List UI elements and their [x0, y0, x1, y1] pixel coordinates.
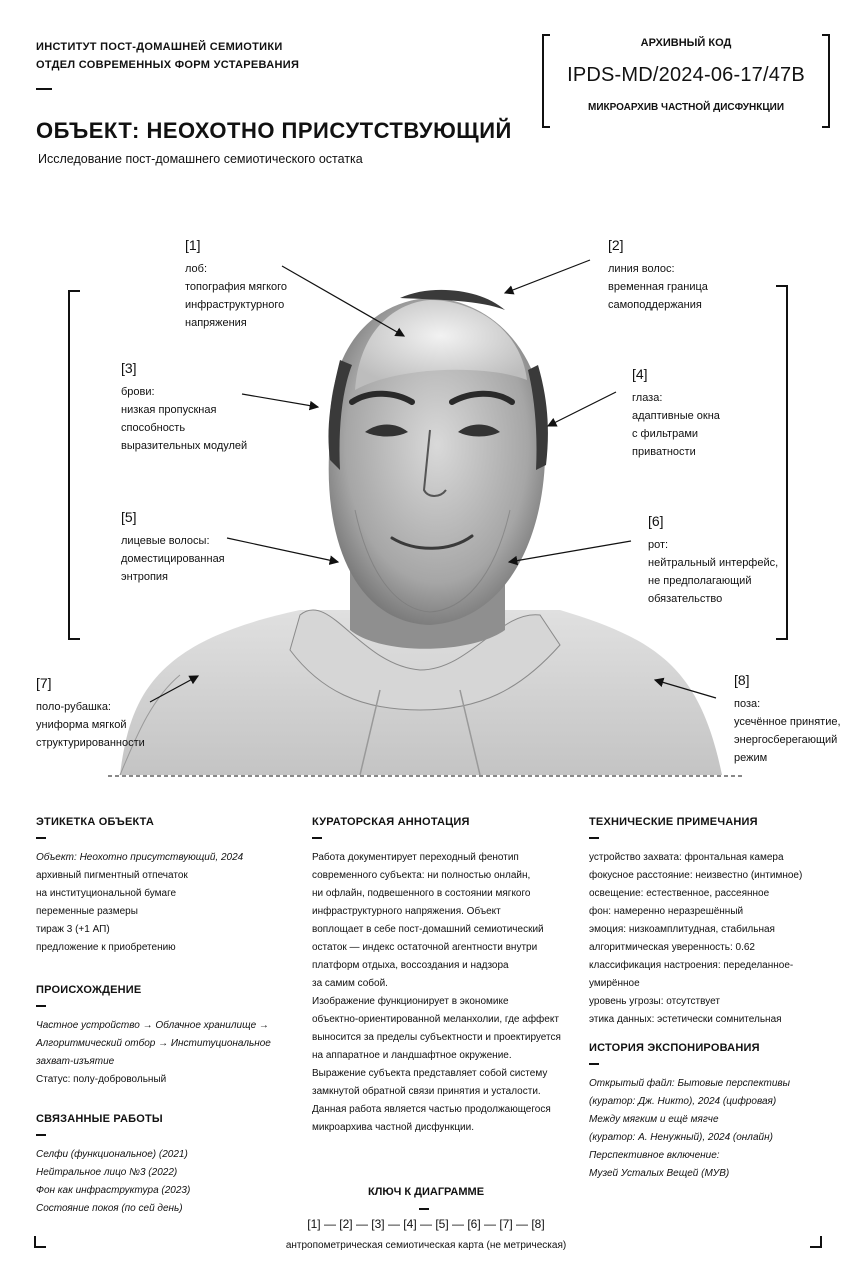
text-line: фокусное расстояние: неизвестно (интимное) — [589, 870, 803, 881]
text-line: алгоритмическая уверенность: 0.62 — [589, 942, 755, 953]
text-line: объектно-ориентированной меланхолии, где аффект — [312, 1014, 559, 1025]
text-line: на аппаратное и ландшафтное окружение. — [312, 1050, 512, 1061]
diagram-key-sequence: [1] — [2] — [3] — [4] — [5] — [6] — [7] — [8] — [307, 1217, 545, 1231]
text-line: инфраструктурного напряжения. Объект — [312, 906, 501, 917]
section-title: ИСТОРИЯ ЭКСПОНИРОВАНИЯ — [589, 1042, 760, 1054]
object-label-section — [36, 816, 286, 957]
department-name: ОТДЕЛ СОВРЕМЕННЫХ ФОРМ УСТАРЕВАНИЯ — [36, 59, 300, 71]
text-line: Работа документирует переходный фенотип — [312, 852, 519, 863]
annotation-line: нейтральный интерфейс, — [648, 557, 779, 569]
annotation-4 — [632, 365, 720, 461]
text-line: Перспективное включение: — [589, 1150, 720, 1161]
text-line: уровень угрозы: отсутствует — [589, 996, 720, 1007]
diagram-key-title: КЛЮЧ К ДИАГРАММЕ — [367, 1186, 485, 1198]
annotation-line: самоподдержания — [608, 299, 702, 311]
annotation-line: усечённое принятие, — [734, 716, 841, 728]
technical-notes-section — [589, 816, 839, 1029]
text-line: Открытый файл: Бытовые перспективы — [589, 1078, 791, 1089]
annotation-number: [3] — [121, 360, 137, 376]
text-line: остаток — индекс остаточной агентности внутри — [312, 942, 538, 953]
text-line: эмоция: низкоамплитудная, стабильная — [589, 924, 775, 935]
text-line: современного субъекта: ни полностью онлайн, — [312, 870, 531, 881]
annotation-line: рот: — [648, 539, 669, 551]
text-line: фон: намеренно неразрешённый — [589, 906, 744, 917]
text-line: Выражение субъекта представляет собой систему — [312, 1068, 548, 1079]
annotation-line: временная граница — [608, 281, 708, 293]
text-line: Частное устройство → Облачное хранилище → — [36, 1020, 269, 1031]
archive-code-label: АРХИВНЫЙ КОД — [640, 37, 732, 49]
corner-mark-right — [810, 1236, 822, 1248]
section-title: КУРАТОРСКАЯ АННОТАЦИЯ — [312, 816, 470, 828]
annotation-1 — [185, 236, 287, 332]
annotation-line: обязательство — [648, 593, 723, 605]
annotation-line: приватности — [632, 446, 696, 458]
section-title: ЭТИКЕТКА ОБЪЕКТА — [36, 816, 155, 828]
exhibition-history-section — [589, 1042, 839, 1183]
annotation-number: [1] — [185, 237, 201, 253]
annotation-line: линия волос: — [608, 263, 675, 275]
text-line: Состояние покоя (по сей день) — [36, 1203, 183, 1214]
related-works-section — [36, 1113, 286, 1218]
annotation-line: униформа мягкой — [36, 719, 127, 731]
curatorial-annotation-section — [312, 816, 572, 1137]
annotation-line: брови: — [121, 386, 155, 398]
text-line: Изображение функционирует в экономике — [312, 996, 509, 1007]
section-title: СВЯЗАННЫЕ РАБОТЫ — [36, 1113, 163, 1125]
annotation-6 — [648, 512, 778, 608]
pointer-1 — [282, 266, 404, 336]
annotation-number: [5] — [121, 509, 137, 525]
provenance-section — [36, 984, 286, 1089]
annotation-5 — [121, 508, 225, 586]
annotation-line: структурированности — [36, 737, 145, 749]
section-title: ПРОИСХОЖДЕНИЕ — [36, 984, 142, 996]
section-dash — [312, 837, 322, 839]
text-line: переменные размеры — [36, 906, 138, 917]
annotation-line: лицевые волосы: — [121, 535, 210, 547]
text-line: тираж 3 (+1 АП) — [36, 924, 110, 935]
section-dash — [36, 1005, 46, 1007]
text-line: замкнутой обратной связи принятия и усталости. — [312, 1086, 541, 1097]
page-title: ОБЪЕКТ: НЕОХОТНО ПРИСУТСТВУЮЩИЙ — [36, 118, 512, 143]
text-line: классификация настроения: переделанное-умирённое — [589, 960, 794, 989]
text-line: Между мягким и ещё мягче — [589, 1114, 719, 1125]
annotation-line: поза: — [734, 698, 761, 710]
diagram-key-caption: антропометрическая семиотическая карта (не метрическая) — [285, 1240, 567, 1251]
pointer-2 — [505, 260, 590, 293]
pointer-3 — [242, 394, 318, 407]
text-line: выносится за пределы субъектности и проектируется — [312, 1032, 561, 1043]
institute-name: ИНСТИТУТ ПОСТ-ДОМАШНЕЙ СЕМИОТИКИ — [36, 41, 283, 53]
annotation-line: инфраструктурного — [185, 299, 285, 311]
text-line: Музей Усталых Вещей (МУВ) — [589, 1168, 730, 1179]
annotation-line: энергосберегающий — [734, 734, 838, 746]
text-line: ни офлайн, подвешенного в состоянии мягкого — [312, 888, 531, 899]
section-dash — [589, 837, 599, 839]
pointer-6 — [509, 541, 631, 562]
section-dash — [36, 837, 46, 839]
section-title: ТЕХНИЧЕСКИЕ ПРИМЕЧАНИЯ — [589, 816, 758, 828]
annotation-line: с фильтрами — [632, 428, 699, 440]
annotation-line: топография мягкого — [185, 281, 288, 293]
pointer-4 — [548, 392, 616, 426]
annotation-number: [6] — [648, 513, 664, 529]
text-line: Алгоритмический отбор → Институциональное — [36, 1038, 271, 1049]
text-line: Статус: полу-добровольный — [36, 1074, 167, 1085]
annotation-number: [2] — [608, 237, 624, 253]
section-dash — [589, 1063, 599, 1065]
annotation-line: лоб: — [185, 263, 208, 275]
annotation-line: не предполагающий — [648, 575, 752, 587]
pointer-5 — [227, 538, 338, 562]
text-line: за самим собой. — [312, 978, 388, 989]
text-line: Объект: Неохотно присутствующий, 2024 — [36, 852, 244, 863]
annotation-line: низкая пропускная — [121, 404, 217, 416]
text-line: устройство захвата: фронтальная камера — [589, 852, 784, 863]
text-line: освещение: естественное, рассеянное — [589, 888, 770, 899]
text-line: (куратор: А. Ненужный), 2024 (онлайн) — [589, 1132, 773, 1143]
text-line: Нейтральное лицо №3 (2022) — [36, 1167, 178, 1178]
annotation-7 — [36, 674, 145, 752]
text-line: архивный пигментный отпечаток — [36, 870, 188, 881]
annotation-line: адаптивные окна — [632, 410, 720, 422]
page-subtitle: Исследование пост-домашнего семиотического остатка — [38, 152, 363, 166]
annotation-line: поло-рубашка: — [36, 701, 111, 713]
annotation-line: выразительных модулей — [121, 440, 248, 452]
pointer-7 — [150, 676, 198, 702]
text-line: воплощает в себе пост-домашний семиотический — [312, 924, 544, 935]
text-line: этика данных: эстетически сомнительная — [589, 1014, 782, 1025]
text-line: предложение к приобретению — [36, 942, 176, 953]
archive-sublabel: МИКРОАРХИВ ЧАСТНОЙ ДИСФУНКЦИИ — [587, 102, 784, 113]
annotation-line: напряжения — [185, 317, 247, 329]
section-dash — [36, 1134, 46, 1136]
text-line: (куратор: Дж. Никто), 2024 (цифровая) — [589, 1096, 777, 1107]
text-line: захват-изъятие — [36, 1056, 115, 1067]
annotation-number: [7] — [36, 675, 52, 691]
corner-mark-left — [34, 1236, 46, 1248]
archive-code: IPDS-MD/2024-06-17/47B — [567, 64, 805, 86]
text-line: платформ отдыха, воссоздания и надзора — [312, 960, 509, 971]
annotation-number: [4] — [632, 366, 648, 382]
key-dash — [419, 1208, 429, 1210]
text-line: Данная работа является частью продолжающегося — [312, 1104, 551, 1115]
annotation-3 — [121, 359, 247, 455]
annotation-line: способность — [121, 422, 186, 434]
annotation-line: глаза: — [632, 392, 663, 404]
annotation-line: режим — [734, 752, 768, 764]
annotation-2 — [608, 236, 708, 314]
pointer-8 — [655, 680, 716, 698]
annotation-line: доместицированная — [121, 553, 225, 565]
text-line: Селфи (функциональное) (2021) — [36, 1149, 188, 1160]
annotation-number: [8] — [734, 672, 750, 688]
text-line: микроархива частной дисфункции. — [312, 1122, 475, 1133]
annotation-line: энтропия — [121, 571, 169, 583]
text-line: Фон как инфраструктура (2023) — [36, 1185, 191, 1196]
text-line: на институциональной бумаге — [36, 888, 177, 899]
annotation-8 — [734, 671, 841, 767]
